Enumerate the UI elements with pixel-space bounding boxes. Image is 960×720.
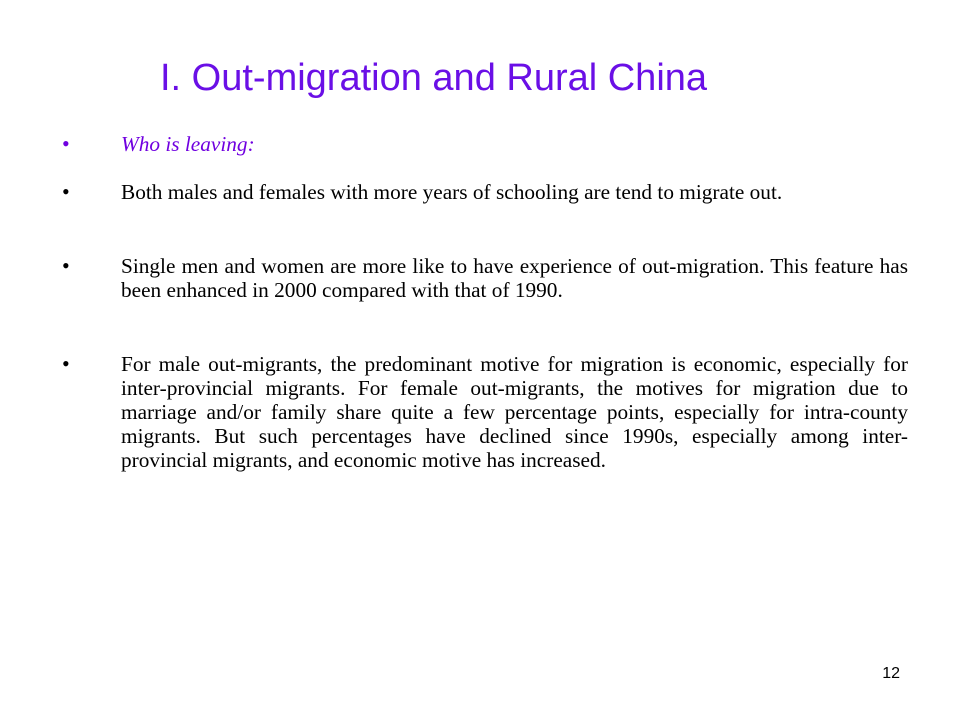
bullet-marker: •	[62, 253, 70, 278]
bullet-text: Both males and females with more years of schooling are tend to migrate out.	[121, 180, 783, 204]
slide-title: I. Out-migration and Rural China	[160, 57, 708, 99]
bullet-text: Single men and women are more like to have experience of out-migration. This feature has been enhanced in 2000 compared with that of 1990.	[121, 254, 908, 302]
page-number: 12	[882, 665, 900, 682]
bullet-marker: •	[62, 179, 70, 204]
bullet-marker: •	[62, 131, 70, 156]
bullet-heading-text: Who is leaving:	[121, 132, 255, 156]
bullet-text: For male out-migrants, the predominant motive for migration is economic, especially for inter-provincial migrants. For female out-migrants, the motives for migration due to marriage and/or family share quite a few percentage points, especially for intra-county migrants. But such percentages have declined since 1990s, especially among inter-provincial migrants, and economic motive has increased.	[121, 352, 908, 472]
bullet-marker: •	[62, 351, 70, 376]
